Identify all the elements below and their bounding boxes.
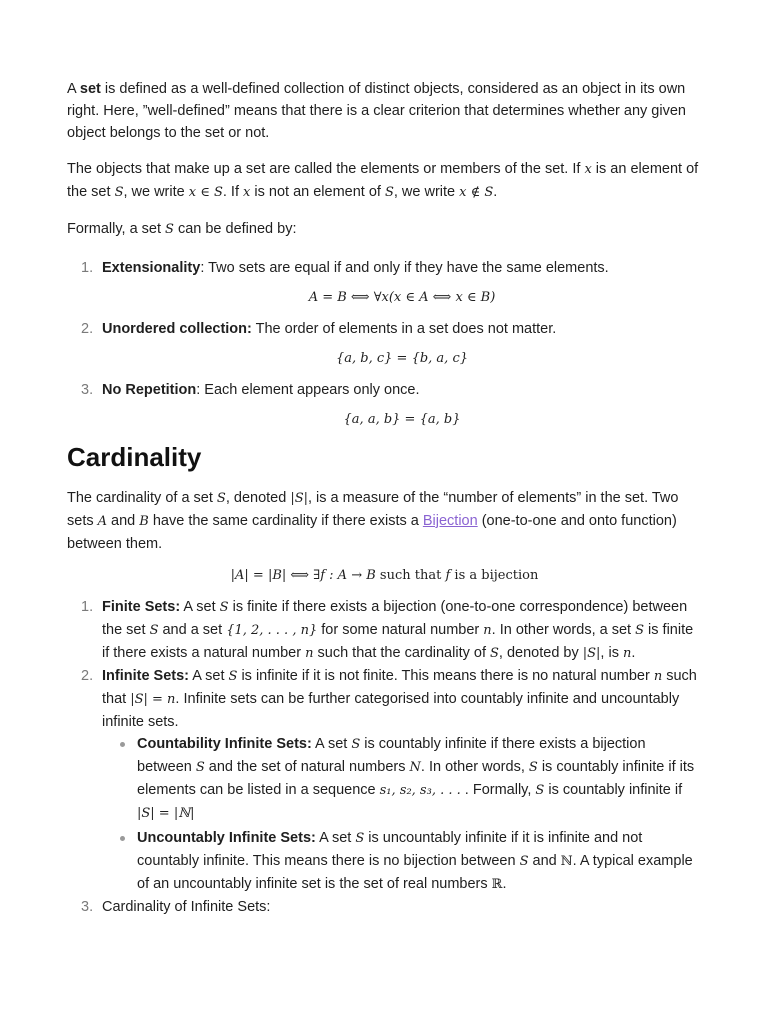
math: S bbox=[528, 760, 538, 775]
item-title: Finite Sets: bbox=[102, 599, 181, 615]
math: S bbox=[165, 222, 174, 237]
list-item bbox=[102, 733, 702, 825]
list-item bbox=[67, 896, 702, 918]
math: S bbox=[219, 600, 229, 615]
math: S bbox=[195, 760, 205, 775]
math-text: such that bbox=[375, 568, 446, 583]
text: is countably infinite if bbox=[544, 782, 683, 798]
math: x ∈ S bbox=[188, 185, 223, 200]
math: n bbox=[305, 646, 314, 661]
display-formula: A = B ⟺ ∀x(x ∈ A ⟺ x ∈ B) bbox=[308, 290, 496, 305]
text: . A typical example of an uncountably infinite set is the set of real numbers bbox=[137, 853, 693, 892]
text: , we write bbox=[123, 184, 189, 200]
display-formula: {a, a, b} = {a, b} bbox=[343, 412, 461, 427]
list-number: 3. bbox=[81, 382, 94, 398]
text: such that bbox=[102, 668, 697, 707]
math: x bbox=[584, 162, 592, 177]
math: ℕ bbox=[560, 854, 573, 869]
text: and bbox=[107, 513, 140, 529]
text: is defined as a well-defined collection of distinct objects, considered as an object in its own right. Here, ”well-defined” means that there is a clear criterion that determines whether any given object belongs to the set or not. bbox=[67, 81, 686, 141]
item-text: Cardinality of Infinite Sets: bbox=[102, 899, 271, 915]
text: can be defined by: bbox=[173, 221, 297, 237]
bullet-icon bbox=[120, 836, 125, 841]
text: such that the cardinality of bbox=[313, 645, 490, 661]
list-item bbox=[67, 379, 702, 431]
math: A bbox=[97, 514, 108, 529]
intro-paragraph-3 bbox=[67, 218, 702, 241]
text: is finite if there exists a natural number bbox=[102, 622, 694, 661]
item-title: Countability Infinite Sets: bbox=[137, 736, 312, 752]
item-title: Uncountably Infinite Sets: bbox=[137, 830, 316, 846]
text: The objects that make up a set are called the elements or members of the set. If bbox=[67, 161, 585, 177]
item-title: Infinite Sets: bbox=[102, 668, 190, 684]
text: A set bbox=[315, 830, 356, 846]
cardinality-paragraph bbox=[67, 487, 702, 555]
text: . bbox=[493, 184, 498, 200]
text: and bbox=[528, 853, 561, 869]
math: S bbox=[535, 783, 545, 798]
bullet-icon bbox=[120, 742, 125, 747]
property-text: The order of elements in a set does not matter. bbox=[251, 321, 557, 337]
text: is uncountably infinite if it is infinite and not countably infinite. This means there is no bijection between bbox=[137, 830, 643, 869]
properties-list bbox=[67, 257, 702, 431]
math: |S| = |ℕ| bbox=[137, 806, 195, 821]
display-formula: {a, b, c} = {b, a, c} bbox=[335, 351, 468, 366]
text: A set bbox=[189, 668, 229, 684]
property-text: : Each element appears only once. bbox=[196, 382, 420, 398]
text: A set bbox=[311, 736, 352, 752]
text: is not an element of bbox=[250, 184, 385, 200]
intro-paragraph-2 bbox=[67, 158, 702, 204]
property-title: Extensionality bbox=[102, 260, 201, 276]
math: S bbox=[490, 646, 499, 661]
text: and a set bbox=[158, 622, 227, 638]
list-number: 2. bbox=[81, 668, 94, 684]
text: is infinite if it is not finite. This means there is no natural number bbox=[237, 668, 654, 684]
text: is an element of the set bbox=[67, 161, 699, 200]
math: {1, 2, . . . , n} bbox=[226, 623, 318, 638]
property-title: Unordered collection: bbox=[102, 321, 252, 337]
math: n bbox=[483, 623, 492, 638]
math: |S| bbox=[582, 646, 601, 661]
bijection-link[interactable]: Bijection bbox=[422, 513, 478, 529]
property-text: : Two sets are equal if and only if they have the same elements. bbox=[200, 260, 609, 276]
property-title: No Repetition bbox=[102, 382, 197, 398]
infinite-sets-sublist bbox=[102, 733, 702, 896]
math: s₁, s₂, s₃, . . . bbox=[379, 783, 461, 798]
math: n bbox=[653, 669, 663, 684]
list-number: 1. bbox=[81, 260, 94, 276]
math: S bbox=[149, 623, 159, 638]
math: ℝ bbox=[491, 877, 503, 892]
list-number: 1. bbox=[81, 599, 94, 615]
intro-paragraph-1 bbox=[67, 78, 702, 144]
math: S bbox=[384, 185, 394, 200]
cardinality-list bbox=[67, 596, 702, 918]
math: S bbox=[519, 854, 529, 869]
text: , is a measure of the “number of elements” in the set. Two sets bbox=[67, 490, 679, 529]
math-text: is a bijection bbox=[450, 568, 539, 583]
math: |S| = n bbox=[130, 692, 176, 707]
list-number: 2. bbox=[81, 321, 94, 337]
text: is countably infinite if its elements can be listed in a sequence bbox=[137, 759, 695, 798]
text: , denoted bbox=[225, 490, 291, 506]
math: n bbox=[622, 646, 632, 661]
math: x ∉ S bbox=[459, 185, 494, 200]
text: , is bbox=[600, 645, 623, 661]
math: f bbox=[445, 568, 451, 583]
section-heading-cardinality: Cardinality bbox=[67, 442, 202, 472]
text: . In other words, a set bbox=[491, 622, 636, 638]
math: S bbox=[114, 185, 124, 200]
text: for some natural number bbox=[317, 622, 484, 638]
math: |A| = |B| ⟺ ∃f : A → B bbox=[230, 568, 376, 583]
text: , denoted by bbox=[498, 645, 583, 661]
text: . In other words, bbox=[420, 759, 529, 775]
text: A bbox=[67, 81, 80, 97]
math: N bbox=[409, 760, 421, 775]
text: and the set of natural numbers bbox=[204, 759, 410, 775]
text: The cardinality of a set bbox=[67, 490, 217, 506]
list-item bbox=[67, 665, 702, 896]
text: A set bbox=[180, 599, 220, 615]
text: . Infinite sets can be further categorised into countably infinite and uncountably infinite sets. bbox=[102, 691, 680, 730]
math: S bbox=[351, 737, 361, 752]
text: . bbox=[502, 876, 507, 892]
math: |S| bbox=[290, 491, 308, 506]
math: B bbox=[139, 514, 149, 529]
text: . bbox=[631, 645, 636, 661]
text: . Formally, bbox=[460, 782, 536, 798]
text: . If bbox=[222, 184, 244, 200]
term-set: set bbox=[79, 81, 101, 97]
math: S bbox=[355, 831, 365, 846]
list-item bbox=[67, 257, 702, 309]
text: is finite if there exists a bijection (one-to-one correspondence) between the set bbox=[102, 599, 688, 638]
list-item bbox=[102, 827, 702, 896]
text: have the same cardinality if there exists a bbox=[148, 513, 423, 529]
list-item bbox=[67, 596, 702, 665]
text: Formally, a set bbox=[67, 221, 166, 237]
list-item bbox=[67, 318, 702, 370]
math: x bbox=[243, 185, 251, 200]
list-number: 3. bbox=[81, 899, 94, 915]
math: S bbox=[216, 491, 226, 506]
text: (one-to-one and onto function) between them. bbox=[67, 513, 677, 552]
text: is countably infinite if there exists a bijection between bbox=[137, 736, 646, 775]
cardinality-formula bbox=[67, 565, 702, 587]
math: S bbox=[228, 669, 238, 684]
math: S bbox=[635, 623, 645, 638]
text: , we write bbox=[393, 184, 460, 200]
